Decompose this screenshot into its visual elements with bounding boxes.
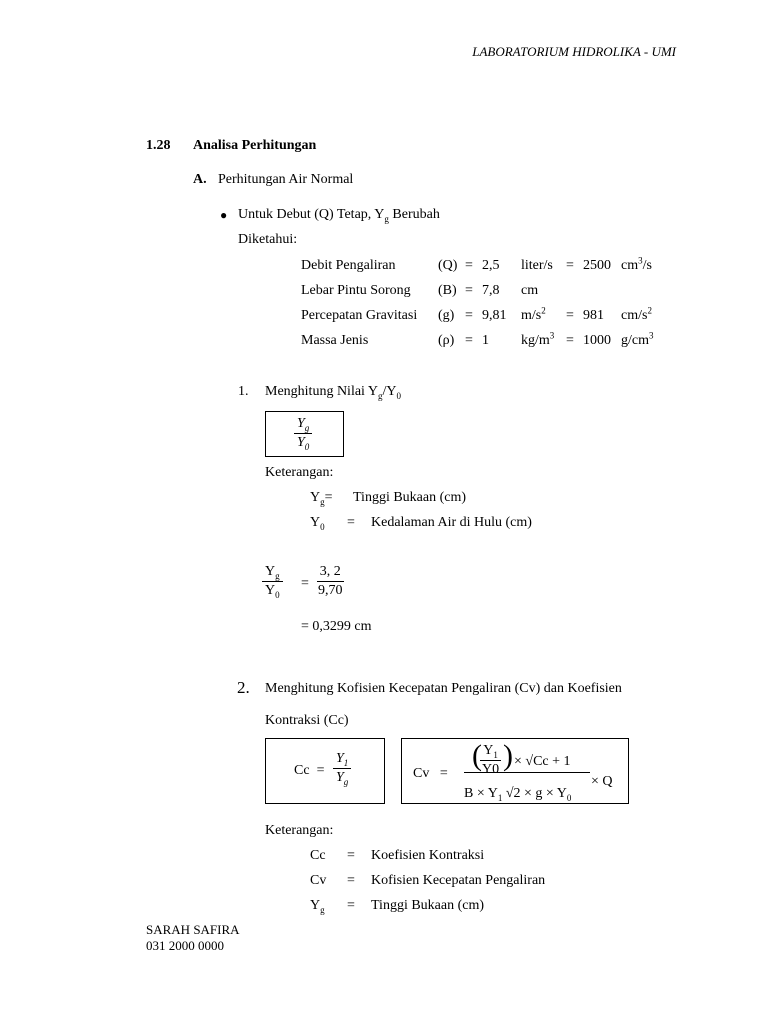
step1-number: 1. — [238, 384, 249, 399]
given-equals2: = — [566, 258, 574, 273]
section-number: 1.28 — [146, 138, 171, 153]
given-symbol: (Q) — [438, 258, 458, 273]
given-unit: cm — [521, 283, 539, 298]
given-equals: = — [465, 283, 473, 298]
calc-lhs-fraction: $\frac{Y_g}{Y_0}$ — [262, 564, 283, 599]
cc-fraction: $\frac{Y_1}{Y_g}$ — [333, 751, 351, 786]
cv-inner-fraction: $\frac{Y_1}{Y0}$ — [482, 743, 500, 777]
calc-equals: = — [301, 576, 309, 591]
given-equals: = — [465, 308, 473, 323]
given-value2: 1000 — [583, 333, 611, 348]
given-name: Debit Pengaliran — [301, 258, 396, 273]
cv-sqrt-term: × √Cc + 1 — [514, 754, 571, 769]
page-header: LABORATORIUM HIDROLIKA - UMI — [472, 44, 676, 59]
subsection-title: Perhitungan Air Normal — [218, 172, 354, 187]
given-symbol: (ρ) — [438, 333, 455, 348]
given-unit2: $cm^3/s$ — [621, 255, 652, 273]
subsection-letter: A. — [193, 172, 207, 187]
given-value: 9,81 — [482, 308, 507, 323]
given-name: Massa Jenis — [301, 333, 369, 348]
given-unit: liter/s — [521, 258, 553, 273]
given-name: Percepatan Gravitasi — [301, 308, 418, 323]
given-equals: = — [465, 333, 473, 348]
cv-right-paren: ) — [503, 739, 513, 772]
given-value: 7,8 — [482, 283, 500, 298]
cv-times-q: × Q — [591, 774, 613, 789]
step2-title-line2: Kontraksi (Cc) — [265, 713, 349, 728]
section-title: Analisa Perhitungan — [193, 138, 317, 153]
def-yg-symbol: $Y_g=$ — [310, 490, 333, 507]
step2-title-line1: Menghitung Kofisien Kecepatan Pengaliran (Cv) dan Koefisien — [265, 681, 622, 696]
step2-number: 2. — [237, 678, 250, 697]
given-equals2: = — [566, 333, 574, 348]
step1-title: Menghitung Nilai $Y_g/Y_0$ — [265, 384, 402, 401]
given-value: 2,5 — [482, 258, 500, 273]
cv-left-paren: ( — [472, 739, 482, 772]
step2-keterangan-label: Keterangan: — [265, 823, 334, 838]
given-equals: = — [465, 258, 473, 273]
calc-result: = 0,3299 cm — [301, 619, 372, 634]
given-unit2: $cm/s^2$ — [621, 305, 652, 323]
def-cc-eq: = — [347, 848, 355, 863]
def-cc-desc: Koefisien Kontraksi — [371, 848, 485, 863]
def-y0-eq: = — [347, 515, 355, 530]
cv-formula-box — [401, 738, 629, 804]
def-y0-symbol: $Y_0$ — [310, 515, 325, 532]
cc-formula-box — [265, 738, 385, 804]
def-cv-desc: Kofisien Kecepatan Pengaliran — [371, 873, 546, 888]
cv-denominator: $B \times Y_1$ $√2 \times g \times Y_0$ — [464, 786, 572, 803]
calc-rhs-fraction: $\frac{3, 2}{9,70}$ — [318, 564, 343, 598]
author-id: 031 2000 0000 — [146, 938, 224, 953]
def-cc-symbol: Cc — [310, 848, 326, 863]
bullet-icon: ● — [220, 208, 228, 222]
given-symbol: (B) — [438, 283, 457, 298]
def-cv-symbol: Cv — [310, 873, 327, 888]
given-value2: 981 — [583, 308, 604, 323]
ratio-formula-box — [265, 411, 344, 457]
author-name: SARAH SAFIRA — [146, 922, 240, 937]
def-yg2-desc: Tinggi Bukaan (cm) — [371, 898, 485, 913]
given-symbol: (g) — [438, 308, 455, 323]
given-name: Lebar Pintu Sorong — [301, 283, 411, 298]
def-y0-desc: Kedalaman Air di Hulu (cm) — [371, 515, 532, 530]
cv-lhs: Cv = — [413, 766, 448, 781]
given-value2: 2500 — [583, 258, 611, 273]
ratio-fraction: $\frac{Y_g}{Y_0}$ — [294, 416, 312, 451]
step1-keterangan-label: Keterangan: — [265, 465, 334, 480]
def-yg2-symbol: $Y_g$ — [310, 898, 325, 915]
def-yg2-eq: = — [347, 898, 355, 913]
diketahui-label: Diketahui: — [238, 232, 298, 247]
given-unit: $kg/m^3$ — [521, 330, 555, 348]
given-equals2: = — [566, 308, 574, 323]
bullet-text: Untuk Debut (Q) Tetap, $Y_g$ Berubah — [238, 207, 440, 224]
cc-lhs: Cc = — [294, 763, 325, 778]
def-cv-eq: = — [347, 873, 355, 888]
def-yg-desc: Tinggi Bukaan (cm) — [353, 490, 467, 505]
given-unit: $m/s^2$ — [521, 305, 546, 323]
given-value: 1 — [482, 333, 489, 348]
given-unit2: $g/cm^3$ — [621, 330, 654, 348]
